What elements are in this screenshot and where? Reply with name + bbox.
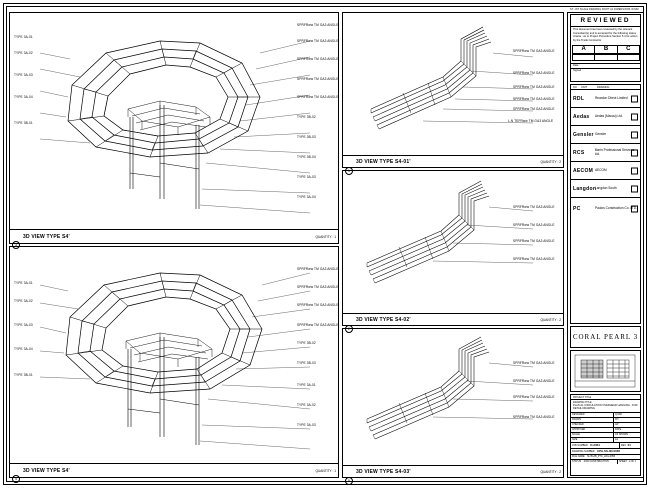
view-1-quantity: QUANTITY : 1 xyxy=(315,235,336,239)
view-2-title-bar xyxy=(9,463,339,481)
view-3-mark: 1 xyxy=(345,167,353,175)
row-val: KH xyxy=(615,418,619,422)
col-no: NO xyxy=(573,85,577,89)
view-3-geometry xyxy=(343,13,563,155)
view-3-title: 3D VIEW TYPE S4-01' xyxy=(356,159,411,165)
consultant-row[interactable] xyxy=(571,143,640,161)
view-5-callout: SPRFRww TM GA3 ANGLE xyxy=(513,415,555,419)
view-5-mark: 5 xyxy=(345,477,353,485)
view-2-callout: TYPE 3B-01 xyxy=(14,373,33,377)
view-1-callout: SPRFRww TM GA3 ANGLE xyxy=(297,77,339,81)
drawing-number: CPA-SS-3D-0056 xyxy=(597,449,620,454)
stamp-sign-label: Signed : xyxy=(573,69,583,73)
view-1-callout: TYPE 3B-03 xyxy=(297,135,316,139)
consultant-logo: Gensler xyxy=(573,131,594,138)
view-5-title-bar xyxy=(342,465,564,483)
consultant-name: Reardon Direct Limited xyxy=(595,95,628,100)
consultant-row[interactable] xyxy=(571,125,640,143)
view-2-title: 3D VIEW TYPE S4' xyxy=(23,468,70,474)
stamp-code-b-box[interactable] xyxy=(594,54,617,61)
view-1-title-bar xyxy=(9,229,339,247)
consultant-checkbox[interactable] xyxy=(631,131,638,138)
view-5-callout: SPRFRww TM GA3 ANGLE xyxy=(513,395,555,399)
view-1-callout: SPRFRww TM GA3 ANGLE xyxy=(297,23,339,27)
drawing-info xyxy=(570,394,641,476)
stamp-code-c-box[interactable] xyxy=(617,54,640,61)
view-4-quantity: QUANTITY : 2 xyxy=(540,318,561,322)
rev-label: REV xyxy=(621,444,626,448)
view-2-callout: TYPE 3A-03 xyxy=(297,423,316,427)
col-unit: UNIT xyxy=(581,85,588,89)
project-logo-box xyxy=(570,326,641,348)
view-4-callout: SPRFRww TM GA3 ANGLE xyxy=(513,223,555,227)
consultant-name: Paulos Construction Co. LTD. xyxy=(595,206,637,211)
consultant-list xyxy=(570,84,641,324)
consultant-row[interactable] xyxy=(571,89,640,107)
consultant-checkbox[interactable] xyxy=(631,149,638,156)
drawing-number-label: DRAWING NUMBER xyxy=(572,450,595,454)
stamp-code-a-box[interactable] xyxy=(572,54,595,61)
stamp-code-a[interactable]: A xyxy=(572,45,595,54)
view-2-callout: SPRFRww TM GA3 ANGLE xyxy=(297,303,339,307)
row-val: DATE xyxy=(615,428,622,432)
consultant-checkbox[interactable] xyxy=(631,113,638,120)
view-2-geometry xyxy=(10,247,338,463)
row-key: DRAWN xyxy=(571,418,614,422)
row-key: APPROVED xyxy=(571,428,614,432)
view-2-callout: TYPE 3A-01 xyxy=(14,281,33,285)
review-stamp-body: This document has been reviewed by the relevant Consultant(s) and is accepted for the following status criteria : as to Project Procedure Section 5.4 for action by the Trade Contractor. xyxy=(573,28,638,42)
project-title-label: PROJECT TITLE xyxy=(573,396,592,399)
drawing-title-label: DRAWING TITLE xyxy=(573,401,592,404)
view-2-quantity: QUANTITY : 1 xyxy=(315,469,336,473)
consultant-row[interactable] xyxy=(571,179,640,197)
row-val: AS SHOWN xyxy=(615,433,629,437)
consultant-name: Marin Professional Services Ltd. xyxy=(594,147,635,156)
job-number: D-2304 xyxy=(590,443,600,448)
view-1-callout: TYPE 3A-03 xyxy=(297,175,316,179)
view-3-callout: SPRFRww TM GA3 ANGLE xyxy=(513,49,555,53)
view-3-callout: SPRFRww TM GA3 ANGLE xyxy=(513,85,555,89)
file-name-label: FILE NAME xyxy=(572,455,585,459)
view-2-mark: 4 xyxy=(12,475,20,483)
key-plan xyxy=(570,350,641,392)
view-2-callout: TYPE 3B-03 xyxy=(297,361,316,365)
view-2-callout: SPRFRww TM GA3 ANGLE xyxy=(297,267,339,271)
consultant-checkbox[interactable] xyxy=(631,95,638,102)
status-value: FOR CONSTRUCTION xyxy=(583,460,609,464)
view-1-mark: 3 xyxy=(12,241,20,249)
project-logo: CORAL PEARL 3 xyxy=(572,333,639,341)
view-3-callout: SPRFRww TM GA3 ANGLE xyxy=(513,107,555,111)
sheet-top-note: ST. 1ST SCALE DRAWING DON'T A1 DIMENSIONS IN MM xyxy=(570,8,639,11)
view-1-callout: TYPE 3B-01 xyxy=(14,121,33,125)
row-key: CHECKED xyxy=(571,423,614,427)
sheet-label: SHEET xyxy=(619,460,627,464)
view-1-callout: TYPE 3A-02 xyxy=(14,51,33,55)
consultant-logo: Langdon xyxy=(573,185,597,192)
consultant-logo: RDL xyxy=(573,95,585,102)
row-key: DESIGNED xyxy=(571,413,614,417)
view-1-callout: SPRFRww TM GA3 ANGLE xyxy=(297,95,339,99)
consultant-logo: AECOM xyxy=(573,167,594,174)
view-5-callout: SPRFRww TM GA3 ANGLE xyxy=(513,379,555,383)
view-1-callout: SPRFRww TM GA3 ANGLE xyxy=(297,57,339,61)
view-2-callout: TYPE 3A-02 xyxy=(297,403,316,407)
view-1-callout: TYPE 3B-02 xyxy=(297,115,316,119)
view-4-callout: SPRFRww TM GA3 ANGLE xyxy=(513,205,555,209)
consultant-row[interactable] xyxy=(571,107,640,125)
view-2-callout: TYPE 3A-02 xyxy=(14,299,33,303)
view-2-callout: TYPE 3A-03 xyxy=(14,323,33,327)
view-5-title: 3D VIEW TYPE S4-03' xyxy=(356,469,411,475)
consultant-name: AECOM xyxy=(595,167,607,172)
view-3-callout: SPRFRww TM GA3 ANGLE xyxy=(513,71,555,75)
stamp-date-label: Date : xyxy=(573,64,580,68)
row-key: SCALE xyxy=(571,433,614,437)
consultant-name: Langdon South xyxy=(595,185,617,190)
consultant-checkbox[interactable] xyxy=(631,185,638,192)
view-3-title-bar xyxy=(342,155,564,173)
consultant-checkbox[interactable] xyxy=(631,167,638,174)
view-4-title: 3D VIEW TYPE S4-02' xyxy=(356,317,411,323)
review-stamp xyxy=(570,14,641,82)
view-2-callout: TYPE 3A-04 xyxy=(14,347,33,351)
col-drawing: DRAWING xyxy=(597,85,610,89)
view-3-callout: SPRFRww TM GA3 ANGLE xyxy=(513,97,555,101)
file-name: M-35-ZB_PTC_LDG-0056 xyxy=(587,455,616,459)
consultant-name: Aedas (Macau) Ltd. xyxy=(595,113,623,118)
view-5-quantity: QUANTITY : 2 xyxy=(540,470,561,474)
view-1-title: 3D VIEW TYPE S4' xyxy=(23,234,70,240)
view-4-mark: 2 xyxy=(345,325,353,333)
status-label: STATUS xyxy=(572,460,582,464)
view-5-callout: SPRFRww TM GA3 ANGLE xyxy=(513,361,555,365)
consultant-name: Gensler xyxy=(595,131,607,136)
stamp-code-c[interactable]: C xyxy=(617,45,640,54)
stamp-code-b[interactable]: B xyxy=(594,45,617,54)
view-4-title-bar xyxy=(342,313,564,331)
stamp-sign-row[interactable] xyxy=(571,68,640,73)
job-number-label: JOB NUMBER xyxy=(572,444,588,448)
row-key: SIZE xyxy=(571,438,614,442)
view-1-callout: TYPE 3B-04 xyxy=(297,155,316,159)
view-1-geometry xyxy=(10,13,338,229)
row-val: QUAD xyxy=(615,413,622,417)
view-4-callout: SPRFRww TM GA3 ANGLE xyxy=(513,239,555,243)
sheet-value: 1 OF 1 xyxy=(628,460,636,464)
view-2-callout: TYPE 3B-02 xyxy=(297,341,316,345)
consultant-logo: RCS xyxy=(573,149,585,156)
row-val: A1 xyxy=(615,438,618,442)
view-1-callout: TYPE 3A-04 xyxy=(297,195,316,199)
view-3-callout: L.N TEFRww TM GA3 ANGLE xyxy=(508,119,554,123)
row-val: LW xyxy=(615,423,619,427)
view-2-callout: SPRFRww TM GA3 ANGLE xyxy=(297,323,339,327)
review-stamp-title: REVIEWED xyxy=(580,17,631,24)
view-3-quantity: QUANTITY : 2 xyxy=(540,160,561,164)
consultant-checkbox[interactable] xyxy=(631,206,638,213)
consultant-row[interactable] xyxy=(571,161,640,179)
consultant-row[interactable] xyxy=(571,197,640,220)
view-1-callout: SPRFRww TM GA3 ANGLE xyxy=(297,39,339,43)
view-2-callout: SPRFRww TM GA3 ANGLE xyxy=(297,285,339,289)
rev-value: 01 xyxy=(627,443,631,448)
view-4-callout: SPRFRww TM GA3 ANGLE xyxy=(513,257,555,261)
drawing-title: PLAN A1 CIRCULATION OVERHEAD HANGING - FOR DETAIL DRAWING xyxy=(573,404,638,411)
view-1-callout: TYPE 3A-01 xyxy=(14,35,33,39)
view-1-callout: TYPE 3A-04 xyxy=(14,95,33,99)
consultant-logo: PC xyxy=(573,206,581,213)
consultant-logo: Aedas xyxy=(573,113,590,120)
view-1-callout: TYPE 3A-03 xyxy=(14,73,33,77)
view-2-callout: TYPE 3A-01 xyxy=(297,383,316,387)
